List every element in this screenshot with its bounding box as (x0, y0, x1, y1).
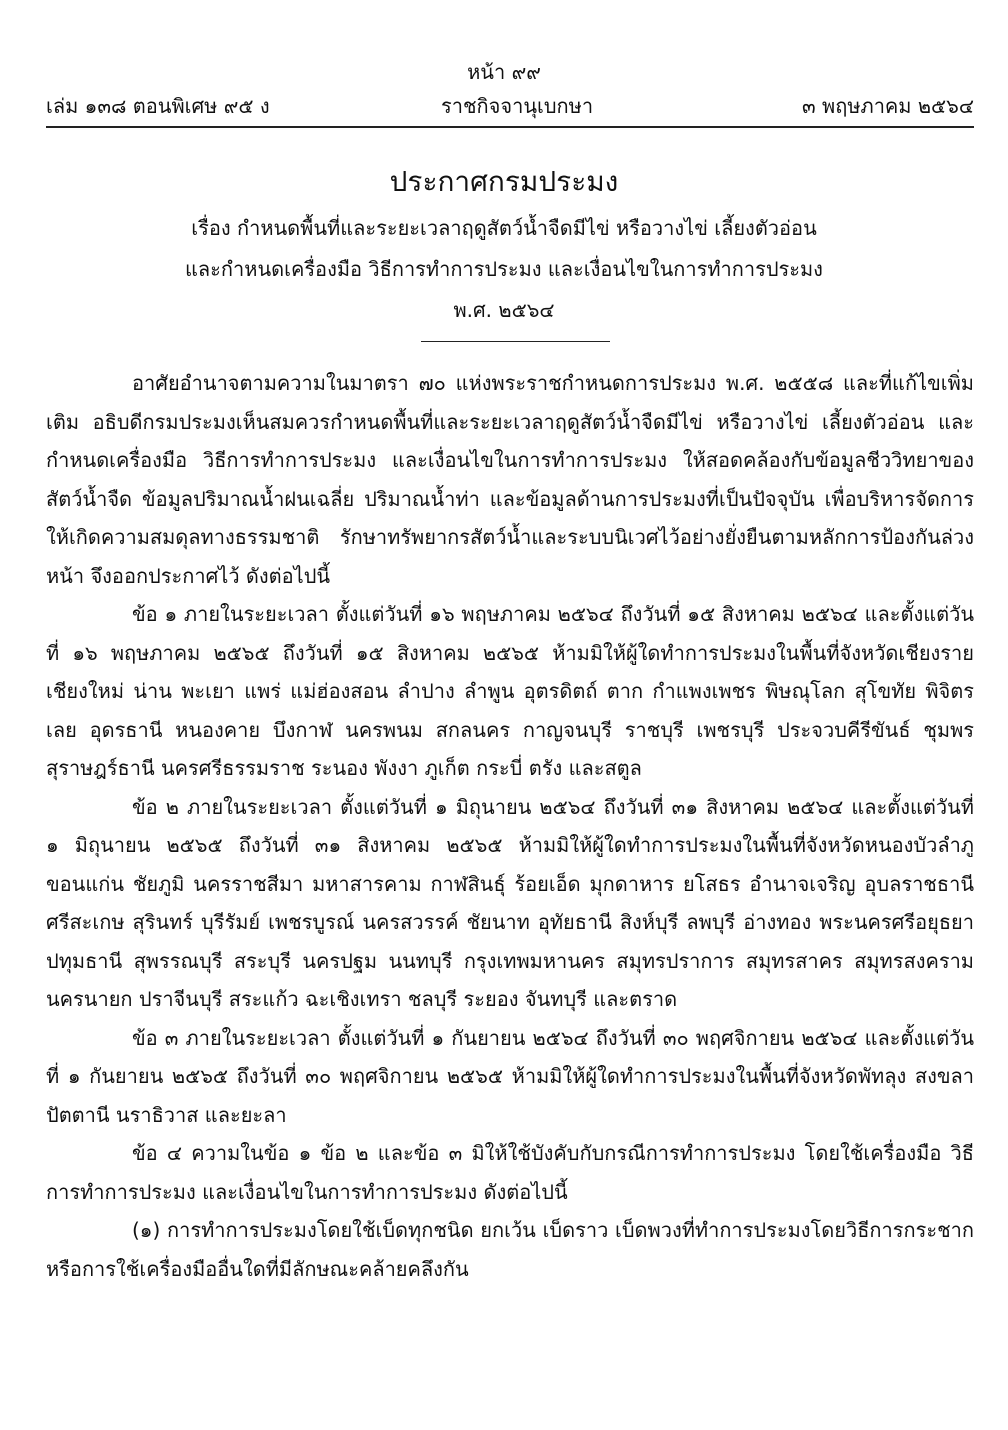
clause-4-paragraph: ข้อ ๔ ความในข้อ ๑ ข้อ ๒ และข้อ ๓ มิให้ใช้บังคับกับกรณีการทำการประมง โดยใช้เครื่องมือ วิธีการทำการประมง และเงื่อนไขในการทำการประมง ดังต่อไปนี้ (46, 1141, 974, 1204)
document-body (46, 364, 974, 1288)
clause-1-paragraph: ข้อ ๑ ภายในระยะเวลา ตั้งแต่วันที่ ๑๖ พฤษภาคม ๒๕๖๔ ถึงวันที่ ๑๕ สิงหาคม ๒๕๖๔ และตั้งแต่วันที่ ๑๖ พฤษภาคม ๒๕๖๕ ถึงวันที่ ๑๕ สิงหาคม ๒๕๖๕ ห้ามมิให้ผู้ใดทำการประมงในพื้นที่จังหวัดเชียงราย เชียงใหม่ น่าน พะเยา แพร่ แม่ฮ่องสอน ลำปาง ลำพูน อุตรดิตถ์ ตาก กำแพงเพชร พิษณุโลก สุโขทัย พิจิตร เลย อุดรธานี หนองคาย บึงกาฬ นครพนม สกลนคร กาญจนบุรี ราชบุรี เพชรบุรี ประจวบคีรีขันธ์ ชุมพร สุราษฎร์ธานี นครศรีธรรมราช ระนอง พังงา ภูเก็ต กระบี่ ตรัง และสตูล (46, 602, 974, 780)
gazette-header (46, 90, 974, 120)
subject-line-1: เรื่อง กำหนดพื้นที่และระยะเวลาฤดูสัตว์น้ำจืดมีไข่ หรือวางไข่ เลี้ยงตัวอ่อน (191, 216, 817, 240)
document-title: ประกาศกรมประมง (389, 165, 619, 198)
publication-name: ราชกิจจานุเบกษา (441, 94, 594, 118)
subject-line-2: และกำหนดเครื่องมือ วิธีการทำการประมง และเงื่อนไขในการทำการประมง (185, 257, 823, 281)
clause-4-item-1-paragraph: (๑) การทำการประมงโดยใช้เบ็ดทุกชนิด ยกเว้น เบ็ดราว เบ็ดพวงที่ทำการประมงโดยวิธีการกระชาก หรือการใช้เครื่องมืออื่นใดที่มีลักษณะคล้ายคลึงกัน (46, 1218, 974, 1281)
publication-date: ๓ พฤษภาคม ๒๕๖๔ (802, 94, 974, 118)
document-year: พ.ศ. ๒๕๖๔ (453, 298, 555, 322)
clause-2-paragraph: ข้อ ๒ ภายในระยะเวลา ตั้งแต่วันที่ ๑ มิถุนายน ๒๕๖๔ ถึงวันที่ ๓๑ สิงหาคม ๒๕๖๔ และตั้งแต่วันที่ ๑ มิถุนายน ๒๕๖๕ ถึงวันที่ ๓๑ สิงหาคม ๒๕๖๕ ห้ามมิให้ผู้ใดทำการประมงในพื้นที่จังหวัดหนองบัวลำภู ขอนแก่น ชัยภูมิ นครราชสีมา มหาสารคาม กาฬสินธุ์ ร้อยเอ็ด มุกดาหาร ยโสธร อำนาจเจริญ อุบลราชธานี ศรีสะเกษ สุรินทร์ บุรีรัมย์ เพชรบูรณ์ นครสวรรค์ ชัยนาท อุทัยธานี สิงห์บุรี ลพบุรี อ่างทอง พระนครศรีอยุธยา ปทุมธานี สุพรรณบุรี สระบุรี นครปฐม นนทบุรี กรุงเทพมหานคร สมุทรปราการ สมุทรสาคร สมุทรสงคราม นครนายก ปราจีนบุรี สระแก้ว ฉะเชิงเทรา ชลบุรี ระยอง จันทบุรี และตราด (46, 794, 974, 1011)
title-divider (421, 341, 610, 342)
page-number: หน้า ๙๙ (467, 60, 541, 84)
header-divider (46, 126, 974, 128)
preamble-paragraph: อาศัยอำนาจตามความในมาตรา ๗๐ แห่งพระราชกำหนดการประมง พ.ศ. ๒๕๕๘ และที่แก้ไขเพิ่มเติม อธิบดีกรมประมงเห็นสมควรกำหนดพื้นที่และระยะเวลาฤดูสัตว์น้ำจืดมีไข่ หรือวางไข่ เลี้ยงตัวอ่อน และกำหนดเครื่องมือ วิธีการทำการประมง และเงื่อนไขในการทำการประมง ให้สอดคล้องกับข้อมูลชีววิทยาของสัตว์น้ำจืด ข้อมูลปริมาณน้ำฝนเฉลี่ย ปริมาณน้ำท่า และข้อมูลด้านการประมงที่เป็นปัจจุบัน เพื่อบริหารจัดการให้เกิดความสมดุลทางธรรมชาติ รักษาทรัพยากรสัตว์น้ำและระบบนิเวศไว้อย่างยั่งยืนตามหลักการป้องกันล่วงหน้า จึงออกประกาศไว้ ดังต่อไปนี้ (46, 371, 974, 588)
volume-info: เล่ม ๑๓๘ ตอนพิเศษ ๙๕ ง (46, 94, 270, 118)
clause-3-paragraph: ข้อ ๓ ภายในระยะเวลา ตั้งแต่วันที่ ๑ กันยายน ๒๕๖๔ ถึงวันที่ ๓๐ พฤศจิกายน ๒๕๖๔ และตั้งแต่วันที่ ๑ กันยายน ๒๕๖๕ ถึงวันที่ ๓๐ พฤศจิกายน ๒๕๖๕ ห้ามมิให้ผู้ใดทำการประมงในพื้นที่จังหวัดพัทลุง สงขลา ปัตตานี นราธิวาส และยะลา (46, 1025, 974, 1127)
